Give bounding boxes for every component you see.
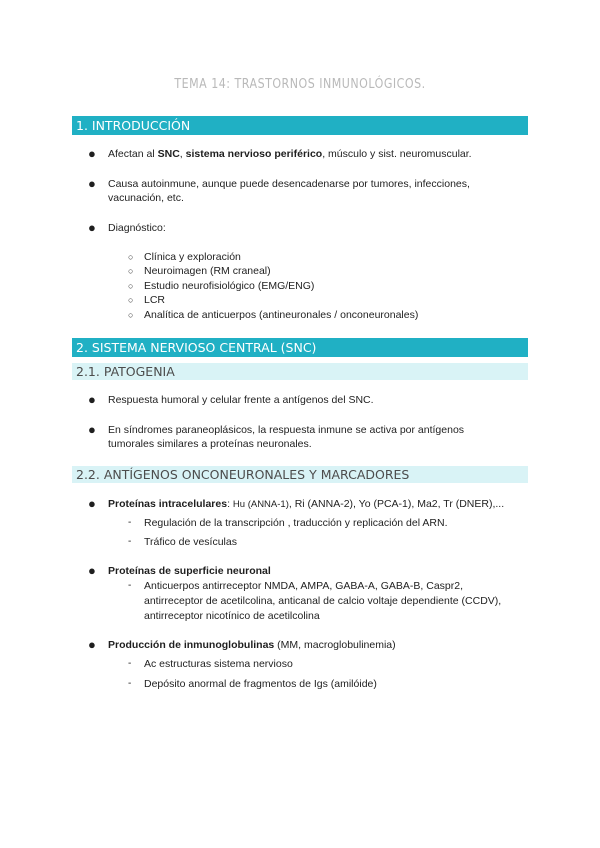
patogenia-bullet-2-line-2: tumorales similares a proteínas neuronales.: [108, 438, 312, 450]
antigenos-intracelulares: Proteínas intracelulares: Hu (ANNA-1), Ri (ANNA-2), Yo (PCA-1), Ma2, Tr (DNER),...: [108, 498, 505, 510]
dash-mark: -: [128, 678, 132, 689]
circle-mark: ○: [128, 266, 134, 276]
circle-mark: ○: [128, 281, 134, 291]
diagnostico-item: LCR: [144, 294, 166, 306]
bullet-mark: ●: [88, 422, 96, 437]
dash-mark: -: [128, 517, 132, 528]
patogenia-bullet-1: Respuesta humoral y celular frente a antígenos del SNC.: [108, 394, 374, 406]
diagnostico-item: Neuroimagen (RM craneal): [144, 265, 271, 277]
intracelulares-item: Regulación de la transcripción , traducción y replicación del ARN.: [144, 517, 448, 529]
superficie-item-line-1: Anticuerpos antirreceptor NMDA, AMPA, GABA-A, GABA-B, Caspr2,: [144, 580, 463, 592]
intracelulares-item: Tráfico de vesículas: [144, 536, 237, 548]
subsection-heading-patogenia: 2.1. PATOGENIA: [72, 363, 528, 380]
intro-bullet-3: Diagnóstico:: [108, 222, 166, 234]
bullet-mark: ●: [88, 496, 96, 511]
intro-bullet-2-line-1: Causa autoinmune, aunque puede desencadenarse por tumores, infecciones,: [108, 178, 470, 190]
section-heading-introduccion: 1. INTRODUCCIÓN: [72, 116, 528, 135]
circle-mark: ○: [128, 310, 134, 320]
circle-mark: ○: [128, 252, 134, 262]
intro-bullet-1: Afectan al SNC, sistema nervioso periférico, músculo y sist. neuromuscular.: [108, 148, 472, 160]
superficie-item-line-2: antirreceptor de acetilcolina, anticanal de calcio voltaje dependiente (CCDV),: [144, 595, 502, 607]
inmunoglobulinas-item: Depósito anormal de fragmentos de Igs (amilóide): [144, 678, 377, 690]
dash-mark: -: [128, 536, 132, 547]
circle-mark: ○: [128, 295, 134, 305]
intro-bullet-2-line-2: vacunación, etc.: [108, 192, 184, 204]
diagnostico-item: Clínica y exploración: [144, 251, 241, 263]
subsection-heading-antigenos: 2.2. ANTÍGENOS ONCONEURONALES Y MARCADORES: [72, 466, 528, 483]
antigenos-inmunoglobulinas: Producción de inmunoglobulinas (MM, macroglobulinemia): [108, 639, 396, 651]
bullet-mark: ●: [88, 176, 96, 191]
bullet-mark: ●: [88, 146, 96, 161]
dash-mark: -: [128, 658, 132, 669]
patogenia-bullet-2-line-1: En síndromes paraneoplásicos, la respuesta inmune se activa por antígenos: [108, 424, 465, 436]
diagnostico-item: Estudio neurofisiológico (EMG/ENG): [144, 280, 315, 292]
diagnostico-item: Analítica de anticuerpos (antineuronales / onconeuronales): [144, 309, 419, 321]
document-title: TEMA 14: TRASTORNOS INMUNOLÓGICOS.: [174, 76, 426, 92]
superficie-item-line-3: antirreceptor nicotínico de acetilcolina: [144, 610, 320, 622]
bullet-mark: ●: [88, 563, 96, 578]
dash-mark: -: [128, 580, 132, 591]
bullet-mark: ●: [88, 637, 96, 652]
bullet-mark: ●: [88, 220, 96, 235]
bullet-mark: ●: [88, 392, 96, 407]
inmunoglobulinas-item: Ac estructuras sistema nervioso: [144, 658, 293, 670]
antigenos-superficie: Proteínas de superficie neuronal: [108, 565, 271, 577]
section-heading-snc: 2. SISTEMA NERVIOSO CENTRAL (SNC): [72, 338, 528, 357]
